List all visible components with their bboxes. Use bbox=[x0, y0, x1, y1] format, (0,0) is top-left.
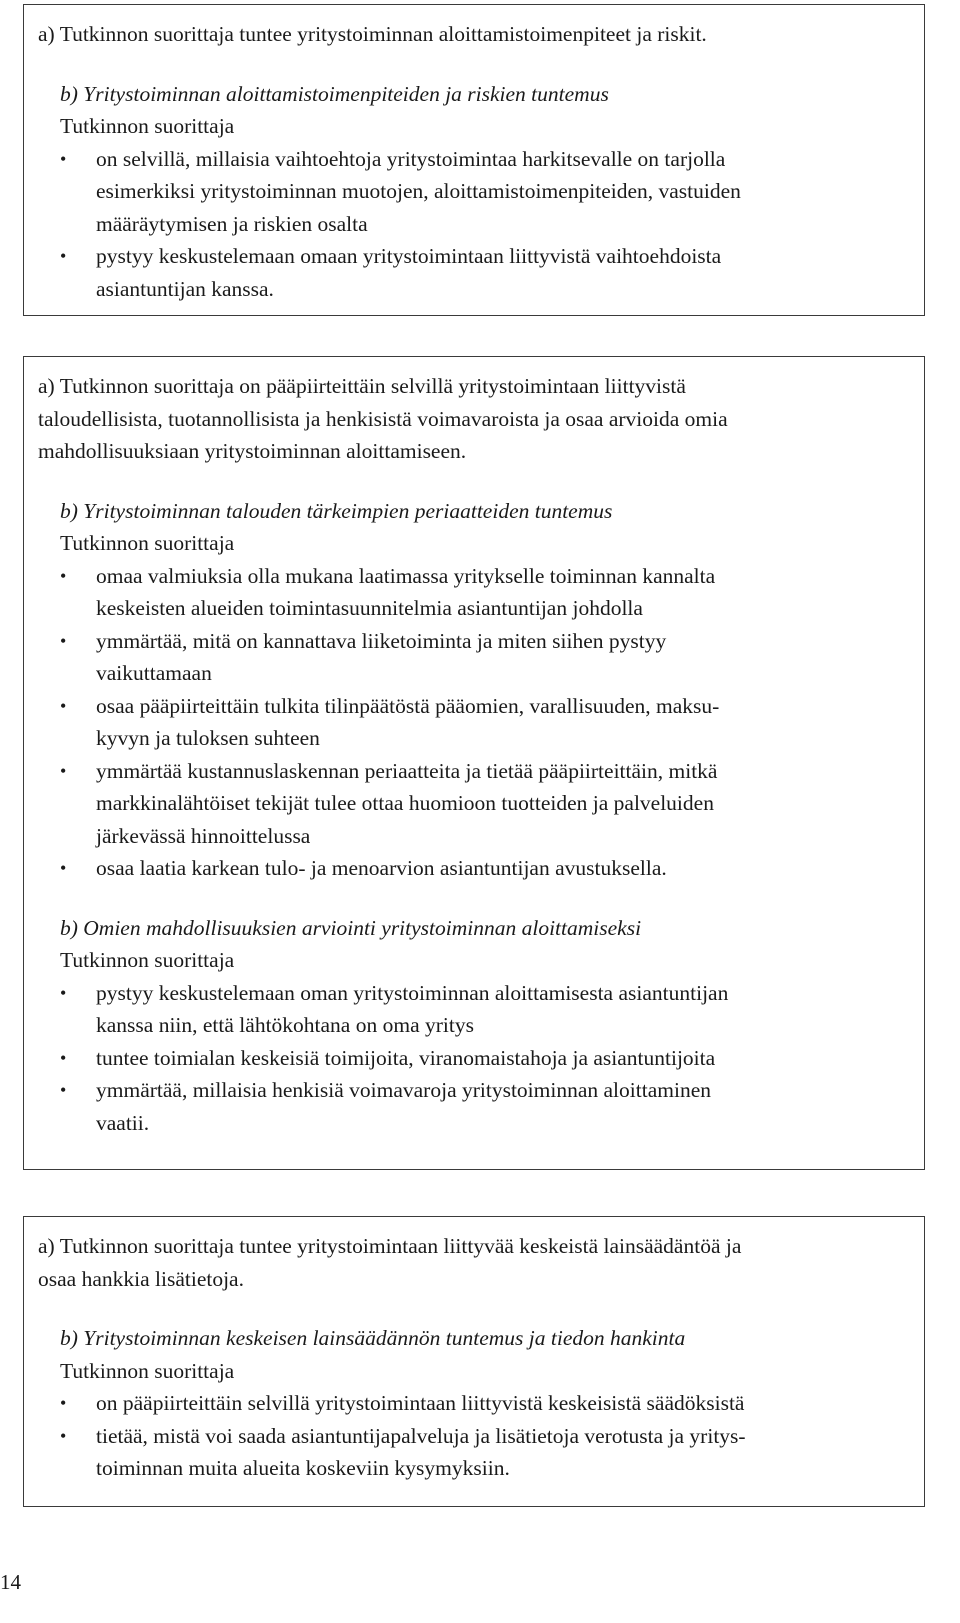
bullet-icon: • bbox=[60, 1047, 67, 1068]
list-item: • osaa laatia karkean tulo- ja menoarvion asiantuntijan avustuksella. bbox=[38, 852, 911, 885]
list-item: • tietää, mistä voi saada asiantuntijapalveluja ja lisätietoja verotusta ja yritys- toiminnan muita alueita koskeviin kysymyksiin. bbox=[38, 1420, 911, 1485]
list-item: • ymmärtää, millaisia henkisiä voimavaroja yritystoiminnan aloittaminen vaatii. bbox=[38, 1074, 911, 1139]
bullet-icon: • bbox=[60, 1393, 67, 1413]
objective-a-text: a) Tutkinnon suorittaja tuntee yritystoiminnan aloittamistoimenpiteet ja riskit. bbox=[38, 22, 707, 46]
list-item: • omaa valmiuksia olla mukana laatimassa yritykselle toiminnan kannalta keskeisten alueiden toimintasuunnitelmia asiantuntijan johdolla bbox=[38, 560, 911, 625]
bullet-icon: • bbox=[60, 695, 67, 716]
criteria-box-1 bbox=[23, 4, 925, 316]
section-lead: Tutkinnon suorittaja bbox=[60, 1358, 235, 1383]
page-number: 14 bbox=[0, 1570, 21, 1594]
section-heading: b) Yritystoiminnan talouden tärkeimpien periaatteiden tuntemus bbox=[60, 498, 613, 523]
bullet-icon: • bbox=[60, 246, 67, 266]
list-item: • on pääpiirteittäin selvillä yritystoimintaan liittyvistä keskeisistä säädöksistä bbox=[38, 1387, 911, 1420]
bullet-icon: • bbox=[60, 982, 67, 1003]
section-heading: b) Yritystoiminnan keskeisen lainsäädännön tuntemus ja tiedon hankinta bbox=[60, 1326, 686, 1350]
list-item: • osaa pääpiirteittäin tulkita tilinpäätöstä pääomien, varallisuuden, maksu- kyvyn ja tuloksen suhteen bbox=[38, 690, 911, 755]
bullet-icon: • bbox=[60, 1425, 67, 1446]
bullet-list bbox=[38, 143, 911, 306]
bullet-list bbox=[38, 560, 911, 885]
list-item: • on selvillä, millaisia vaihtoehtoja yritystoimintaa harkitsevalle on tarjolla esimerkiksi yritystoiminnan muotojen, aloittamistoimenpiteiden, vastuiden määräytymisen ja riskien osalta bbox=[38, 143, 911, 241]
bullet-icon: • bbox=[60, 630, 67, 651]
bullet-icon: • bbox=[60, 858, 67, 878]
section-lead: Tutkinnon suorittaja bbox=[60, 531, 235, 555]
section-heading: b) Yritystoiminnan aloittamistoimenpiteiden ja riskien tuntemus bbox=[60, 81, 609, 106]
bullet-icon: • bbox=[60, 148, 67, 169]
bullet-icon: • bbox=[60, 760, 67, 781]
list-item: • tuntee toimialan keskeisiä toimijoita, viranomaistahoja ja asiantuntijoita bbox=[38, 1042, 911, 1075]
list-item: • pystyy keskustelemaan omaan yritystoimintaan liittyvistä vaihtoehdoista asiantuntijan kanssa. bbox=[38, 240, 911, 305]
section-lead: Tutkinnon suorittaja bbox=[60, 948, 235, 972]
bullet-icon: • bbox=[60, 1080, 67, 1100]
criteria-box-3 bbox=[23, 1216, 925, 1507]
objective-a-text: a) Tutkinnon suorittaja on pääpiirteittäin selvillä yritystoimintaan liittyvistä taloudellisista, tuotannollisista ja henkisistä voimavaroista ja osaa arvioida omia mahdollisuuksiaan yritystoiminnan aloittamiseen. bbox=[38, 374, 728, 463]
bullet-list bbox=[38, 1387, 911, 1485]
list-item: • pystyy keskustelemaan oman yritystoiminnan aloittamisesta asiantuntijan kanssa niin, että lähtökohtana on oma yritys bbox=[38, 977, 911, 1042]
bullet-list bbox=[38, 977, 911, 1140]
section-lead: Tutkinnon suorittaja bbox=[60, 114, 235, 138]
list-item: • ymmärtää kustannuslaskennan periaatteita ja tietää pääpiirteittäin, mitkä markkinalähtöiset tekijät tulee ottaa huomioon tuotteiden ja palveluiden järkevässä hinnoittelussa bbox=[38, 755, 911, 853]
bullet-icon: • bbox=[60, 565, 67, 586]
objective-a-text: a) Tutkinnon suorittaja tuntee yritystoimintaan liittyvää keskeistä lainsäädäntöä ja osaa hankkia lisätietoja. bbox=[38, 1234, 742, 1291]
criteria-box-2 bbox=[23, 356, 925, 1170]
list-item: • ymmärtää, mitä on kannattava liiketoiminta ja miten siihen pystyy vaikuttamaan bbox=[38, 625, 911, 690]
section-heading: b) Omien mahdollisuuksien arviointi yritystoiminnan aloittamiseksi bbox=[60, 915, 642, 940]
